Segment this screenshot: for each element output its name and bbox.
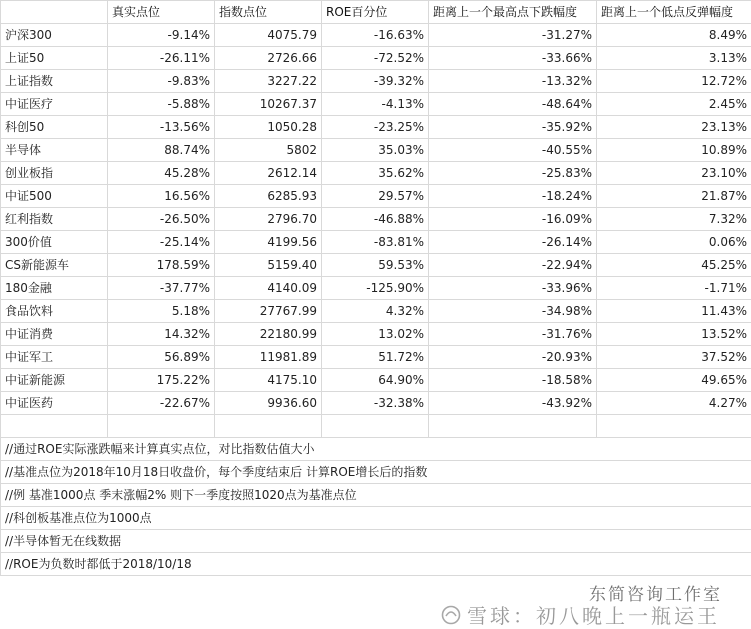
index-name-cell: 上证50	[1, 47, 108, 70]
value-cell: 3227.22	[215, 70, 322, 93]
value-cell: 5159.40	[215, 254, 322, 277]
value-cell: -25.14%	[108, 231, 215, 254]
note-text: //科创板基准点位为1000点	[1, 506, 751, 529]
snowball-logo-icon	[441, 605, 461, 625]
value-cell: -22.94%	[429, 254, 597, 277]
column-header	[1, 1, 108, 24]
value-cell: 11981.89	[215, 346, 322, 369]
value-cell: -18.58%	[429, 369, 597, 392]
value-cell: 35.62%	[322, 162, 429, 185]
note-row	[1, 460, 751, 483]
empty-cell	[597, 415, 751, 438]
column-header: ROE百分位	[322, 1, 429, 24]
value-cell: 4075.79	[215, 24, 322, 47]
value-cell: 45.28%	[108, 162, 215, 185]
value-cell: 2612.14	[215, 162, 322, 185]
value-cell: 13.02%	[322, 323, 429, 346]
table-row	[1, 208, 751, 231]
value-cell: 0.06%	[597, 231, 751, 254]
empty-cell	[108, 415, 215, 438]
index-name-cell: 中证新能源	[1, 369, 108, 392]
value-cell: 35.03%	[322, 139, 429, 162]
value-cell: -35.92%	[429, 116, 597, 139]
empty-cell	[215, 415, 322, 438]
watermark-xueqiu: 雪球：初八晚上一瓶运王	[467, 604, 720, 628]
value-cell: 56.89%	[108, 346, 215, 369]
index-name-cell: 沪深300	[1, 24, 108, 47]
empty-row	[1, 415, 751, 438]
index-name-cell: 中证消费	[1, 323, 108, 346]
value-cell: 21.87%	[597, 185, 751, 208]
value-cell: 11.43%	[597, 300, 751, 323]
note-row	[1, 552, 751, 575]
table-row	[1, 277, 751, 300]
index-name-cell: 红利指数	[1, 208, 108, 231]
value-cell: 45.25%	[597, 254, 751, 277]
value-cell: 4.27%	[597, 392, 751, 415]
note-text: //半导体暂无在线数据	[1, 529, 751, 552]
value-cell: -125.90%	[322, 277, 429, 300]
index-name-cell: 中证医药	[1, 392, 108, 415]
header-row	[1, 1, 751, 24]
value-cell: 37.52%	[597, 346, 751, 369]
value-cell: 1050.28	[215, 116, 322, 139]
index-name-cell: 科创50	[1, 116, 108, 139]
table-row	[1, 93, 751, 116]
table-row	[1, 369, 751, 392]
value-cell: 178.59%	[108, 254, 215, 277]
value-cell: 13.52%	[597, 323, 751, 346]
empty-cell	[322, 415, 429, 438]
value-cell: 14.32%	[108, 323, 215, 346]
table-row	[1, 47, 751, 70]
index-name-cell: CS新能源车	[1, 254, 108, 277]
value-cell: 2.45%	[597, 93, 751, 116]
value-cell: -39.32%	[322, 70, 429, 93]
value-cell: -37.77%	[108, 277, 215, 300]
value-cell: 16.56%	[108, 185, 215, 208]
value-cell: 4199.56	[215, 231, 322, 254]
value-cell: -31.76%	[429, 323, 597, 346]
table-row	[1, 346, 751, 369]
index-name-cell: 半导体	[1, 139, 108, 162]
value-cell: -33.96%	[429, 277, 597, 300]
value-cell: -34.98%	[429, 300, 597, 323]
note-text: //ROE为负数时都低于2018/10/18	[1, 552, 751, 575]
value-cell: 4175.10	[215, 369, 322, 392]
table-row	[1, 70, 751, 93]
note-text: //基准点位为2018年10月18日收盘价，每个季度结束后 计算ROE增长后的指数	[1, 460, 751, 483]
value-cell: -9.83%	[108, 70, 215, 93]
value-cell: 23.13%	[597, 116, 751, 139]
value-cell: -43.92%	[429, 392, 597, 415]
table-row	[1, 24, 751, 47]
value-cell: -72.52%	[322, 47, 429, 70]
value-cell: 3.13%	[597, 47, 751, 70]
value-cell: -22.67%	[108, 392, 215, 415]
note-text: //通过ROE实际涨跌幅来计算真实点位，对比指数估值大小	[1, 437, 751, 460]
value-cell: 29.57%	[322, 185, 429, 208]
value-cell: 59.53%	[322, 254, 429, 277]
value-cell: -13.32%	[429, 70, 597, 93]
value-cell: 4140.09	[215, 277, 322, 300]
column-header: 距离上一个低点反弹幅度	[597, 1, 751, 24]
table-row	[1, 116, 751, 139]
column-header: 指数点位	[215, 1, 322, 24]
index-name-cell: 中证军工	[1, 346, 108, 369]
empty-cell	[429, 415, 597, 438]
table-row	[1, 185, 751, 208]
value-cell: 10267.37	[215, 93, 322, 116]
value-cell: -9.14%	[108, 24, 215, 47]
index-name-cell: 中证500	[1, 185, 108, 208]
value-cell: 4.32%	[322, 300, 429, 323]
value-cell: 175.22%	[108, 369, 215, 392]
value-cell: -20.93%	[429, 346, 597, 369]
table-row	[1, 139, 751, 162]
table-row	[1, 254, 751, 277]
empty-cell	[1, 415, 108, 438]
value-cell: 27767.99	[215, 300, 322, 323]
value-cell: -31.27%	[429, 24, 597, 47]
index-name-cell: 食品饮料	[1, 300, 108, 323]
value-cell: -83.81%	[322, 231, 429, 254]
value-cell: -33.66%	[429, 47, 597, 70]
value-cell: -26.11%	[108, 47, 215, 70]
index-name-cell: 中证医疗	[1, 93, 108, 116]
value-cell: 22180.99	[215, 323, 322, 346]
value-cell: -32.38%	[322, 392, 429, 415]
index-name-cell: 创业板指	[1, 162, 108, 185]
value-cell: 6285.93	[215, 185, 322, 208]
value-cell: -4.13%	[322, 93, 429, 116]
table-row	[1, 323, 751, 346]
table-row	[1, 300, 751, 323]
column-header: 真实点位	[108, 1, 215, 24]
index-name-cell: 上证指数	[1, 70, 108, 93]
value-cell: 49.65%	[597, 369, 751, 392]
value-cell: 12.72%	[597, 70, 751, 93]
value-cell: -26.50%	[108, 208, 215, 231]
value-cell: -23.25%	[322, 116, 429, 139]
value-cell: 2796.70	[215, 208, 322, 231]
value-cell: 9936.60	[215, 392, 322, 415]
note-text: //例 基准1000点 季末涨幅2% 则下一季度按照1020点为基准点位	[1, 483, 751, 506]
value-cell: -40.55%	[429, 139, 597, 162]
value-cell: -25.83%	[429, 162, 597, 185]
table-row	[1, 162, 751, 185]
value-cell: 23.10%	[597, 162, 751, 185]
note-row	[1, 483, 751, 506]
value-cell: 51.72%	[322, 346, 429, 369]
value-cell: -16.09%	[429, 208, 597, 231]
value-cell: 8.49%	[597, 24, 751, 47]
column-header: 距离上一个最高点下跌幅度	[429, 1, 597, 24]
value-cell: 10.89%	[597, 139, 751, 162]
value-cell: -48.64%	[429, 93, 597, 116]
note-row	[1, 437, 751, 460]
note-row	[1, 506, 751, 529]
index-name-cell: 300价值	[1, 231, 108, 254]
value-cell: -26.14%	[429, 231, 597, 254]
value-cell: 5802	[215, 139, 322, 162]
watermark	[441, 580, 741, 628]
watermark-studio: 东简咨询工作室	[589, 585, 722, 605]
value-cell: -5.88%	[108, 93, 215, 116]
value-cell: -18.24%	[429, 185, 597, 208]
value-cell: 2726.66	[215, 47, 322, 70]
value-cell: 88.74%	[108, 139, 215, 162]
value-cell: -1.71%	[597, 277, 751, 300]
value-cell: -46.88%	[322, 208, 429, 231]
value-cell: -16.63%	[322, 24, 429, 47]
note-row	[1, 529, 751, 552]
value-cell: -13.56%	[108, 116, 215, 139]
table-row	[1, 231, 751, 254]
value-cell: 5.18%	[108, 300, 215, 323]
value-cell: 64.90%	[322, 369, 429, 392]
index-name-cell: 180金融	[1, 277, 108, 300]
value-cell: 7.32%	[597, 208, 751, 231]
table-row	[1, 392, 751, 415]
